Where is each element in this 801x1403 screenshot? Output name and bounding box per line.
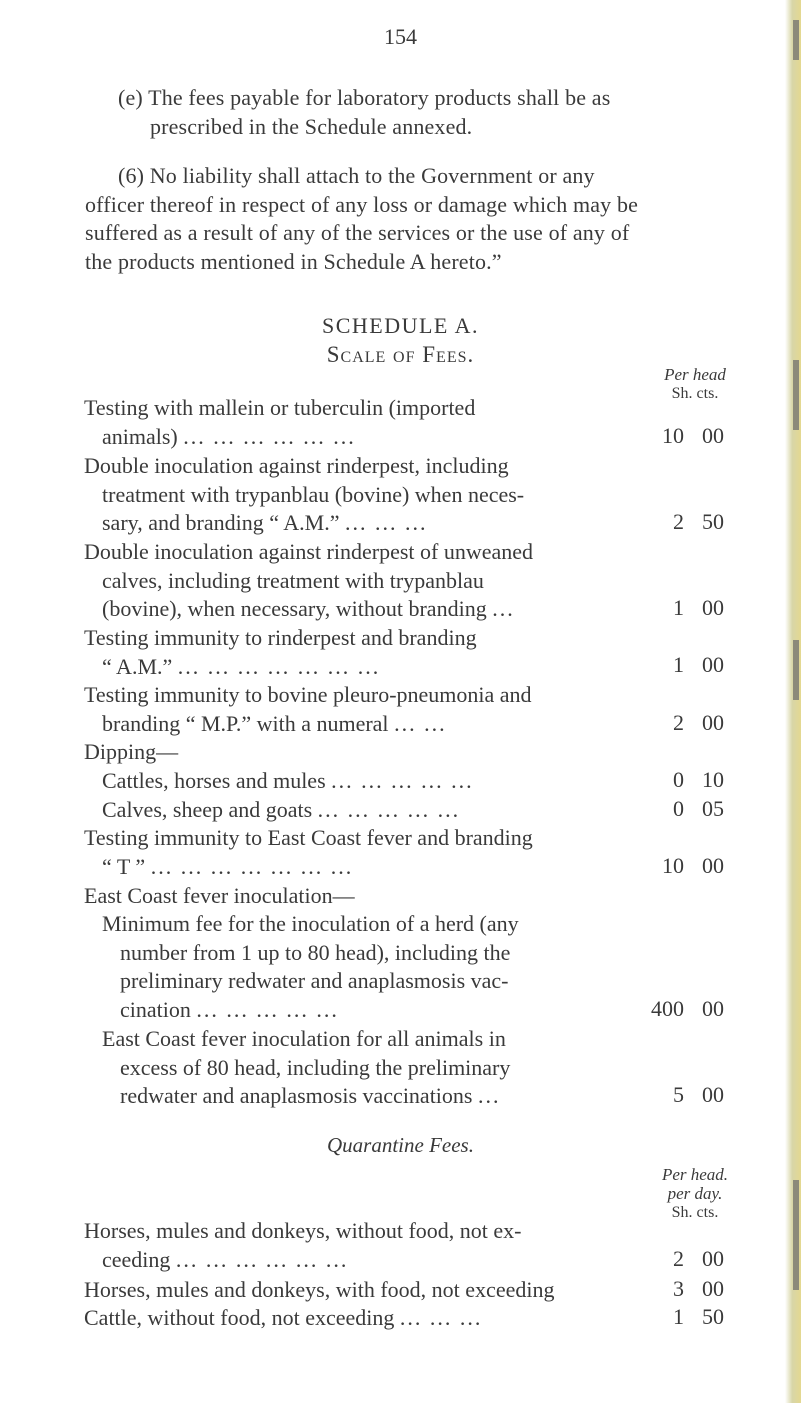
fee-cents: 50 (702, 1304, 724, 1329)
item-line: (bovine), when necessary, without branding (102, 596, 487, 621)
section-heading (84, 882, 355, 911)
column-header-per-head: Per head (664, 365, 726, 384)
fee-item (84, 1276, 554, 1305)
item-line: Testing immunity to East Coast fever and branding (84, 825, 533, 850)
fee-cents: 10 (702, 767, 724, 792)
page-edge-shadow (785, 0, 801, 1403)
fee-cents: 00 (702, 1246, 724, 1271)
item-line: redwater and anaplasmosis vaccinations (120, 1083, 473, 1108)
fee-item: Cattle, without food, not exceeding ... ... ... (84, 1305, 483, 1330)
quarantine-column-header (640, 1166, 750, 1222)
fee-shillings: 2 (673, 509, 684, 534)
fee-item: Testing immunity to East Coast fever and branding “ T ” ... ... ... ... ... ... ... (84, 824, 644, 881)
fee-cents: 05 (702, 796, 724, 821)
item-line: East Coast fever inoculation for all animals in (102, 1026, 506, 1051)
paragraph-line: prescribed in the Schedule annexed. (150, 113, 473, 139)
fee-item: Calves, sheep and goats ... ... ... ... ... (102, 797, 461, 822)
fee-item: East Coast fever inoculation for all animals in excess of 80 head, including the preliminary redwater and anaplasmosis vaccinations ... (102, 1025, 642, 1111)
fee-item: Minimum fee for the inoculation of a herd (any number from 1 up to 80 head), including the preliminary redwater and anaplasmosis vac- cination ... ... ... ... ... (102, 910, 642, 1024)
item-line: ceeding (102, 1246, 171, 1272)
item-line: preliminary redwater and anaplasmosis vac- (120, 968, 509, 993)
edge-mark (793, 640, 799, 700)
fee-shillings: 5 (673, 1082, 684, 1107)
fee-shillings: 0 (673, 796, 684, 821)
fee-cents: 50 (702, 509, 724, 534)
fee-shillings: 3 (673, 1276, 684, 1301)
item-line: East Coast fever inoculation— (84, 883, 355, 908)
paragraph-e (118, 84, 610, 141)
fee-shillings: 400 (651, 996, 684, 1021)
fee-item: Cattles, horses and mules ... ... ... ... ... (102, 768, 474, 793)
fee-shillings: 1 (673, 595, 684, 620)
fee-cents: 00 (702, 1276, 724, 1301)
page-number: 154 (384, 24, 417, 49)
section-heading (84, 738, 178, 767)
item-line: animals) (102, 423, 178, 449)
fee-item: Testing with mallein or tuberculin (imported animals) ... ... ... ... ... ... (84, 394, 624, 451)
fee-cents: 00 (702, 595, 724, 620)
item-line: Horses, mules and donkeys, with food, not exceeding (84, 1277, 555, 1302)
fee-shillings: 1 (673, 652, 684, 677)
item-line: “ A.M.” (102, 653, 173, 679)
fee-cents: 00 (702, 652, 724, 677)
fee-shillings: 1 (673, 1304, 684, 1329)
column-header-per-head: Per head. (661, 1165, 729, 1184)
fee-shillings: 2 (673, 1246, 684, 1271)
item-line: excess of 80 head, including the preliminary (120, 1054, 511, 1080)
fee-item: Testing immunity to rinderpest and branding “ A.M.” ... ... ... ... ... ... ... (84, 624, 644, 681)
fee-item: Horses, mules and donkeys, without food, not ex- ceeding ... ... ... ... ... ... (84, 1217, 644, 1274)
item-line: branding “ M.P.” with a numeral (102, 710, 389, 736)
schedule-subtitle: Scale of Fees. (326, 342, 475, 367)
fee-cents: 00 (702, 853, 724, 878)
item-line: Double inoculation against rinderpest of unweaned (84, 539, 534, 564)
fee-cents: 00 (702, 423, 724, 448)
paragraph-6 (85, 162, 639, 276)
item-line: Testing immunity to bovine pleuro-pneumonia and (84, 682, 532, 707)
fee-shillings: 2 (673, 710, 684, 735)
item-line: Horses, mules and donkeys, without food, not ex- (84, 1218, 522, 1243)
column-header-units: Sh. cts. (671, 385, 719, 402)
item-line: Double inoculation against rinderpest, including (84, 453, 509, 478)
quarantine-title: Quarantine Fees. (327, 1133, 474, 1157)
fee-cents: 00 (702, 1082, 724, 1107)
item-line: Cattle, without food, not exceeding (84, 1305, 395, 1330)
column-header-per-day: per day. (667, 1184, 723, 1203)
item-line: Testing immunity to rinderpest and branding (84, 625, 477, 650)
item-line: cination (120, 996, 191, 1022)
fee-cents: 00 (702, 996, 724, 1021)
item-line: Dipping— (84, 739, 179, 764)
fee-item: Testing immunity to bovine pleuro-pneumonia and branding “ M.P.” with a numeral ... ... (84, 681, 644, 738)
paragraph-line: (e) The fees payable for laboratory products shall be as (118, 85, 611, 110)
item-line: Minimum fee for the inoculation of a herd (any (102, 911, 519, 936)
fee-cents: 00 (702, 710, 724, 735)
fee-item: Double inoculation against rinderpest, including treatment with trypanblau (bovine) when neces- sary, and branding “ A.M.” ... ... ... (84, 452, 644, 538)
item-line: sary, and branding “ A.M.” (102, 510, 340, 535)
paragraph-line: (6) No liability shall attach to the Government or any (118, 163, 595, 188)
fee-column-header (640, 366, 750, 403)
item-line: number from 1 up to 80 head), including the (120, 939, 511, 965)
edge-mark (793, 360, 799, 430)
item-line: “ T ” (102, 853, 146, 879)
item-line: calves, including treatment with trypanblau (102, 567, 484, 593)
fee-shillings: 10 (662, 423, 684, 448)
item-line: treatment with trypanblau (bovine) when neces- (102, 481, 525, 507)
fee-shillings: 0 (673, 767, 684, 792)
paragraph-line: officer thereof in respect of any loss or damage which may be (85, 191, 639, 217)
fee-item: Double inoculation against rinderpest of unweaned calves, including treatment with trypanblau (bovine), when necessary, without branding ... (84, 538, 644, 624)
schedule-title: SCHEDULE A. (321, 313, 480, 338)
paragraph-line: suffered as a result of any of the services or the use of any of (85, 220, 630, 245)
edge-mark (793, 1180, 799, 1290)
fee-shillings: 10 (662, 853, 684, 878)
column-header-units: Sh. cts. (671, 1204, 719, 1221)
item-line: Cattles, horses and mules (102, 768, 326, 793)
item-line: Calves, sheep and goats (102, 797, 313, 822)
item-line: Testing with mallein or tuberculin (imported (84, 395, 476, 420)
paragraph-line: the products mentioned in Schedule A hereto.” (85, 248, 502, 274)
